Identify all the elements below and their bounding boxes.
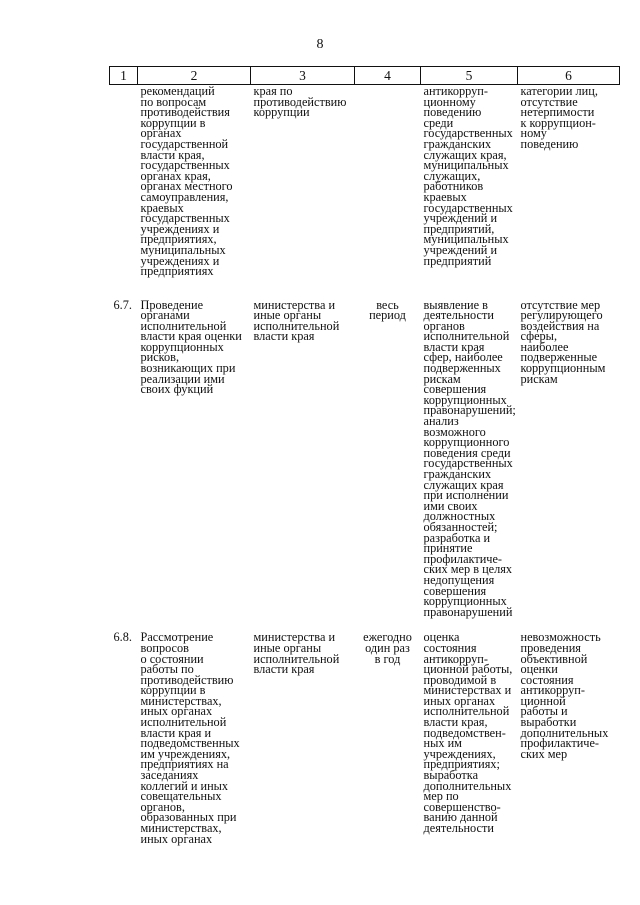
event-cell: Проведение органами исполнительной власти края оценки коррупционных рисков, возникающих при реализации ими своих фукций: [140, 297, 242, 397]
measures-table-container: [109, 66, 619, 844]
period-cell: весь период: [369, 297, 406, 323]
event-cell: рекомендаций по вопросам противодействия коррупции в органах государственной власти края, государственных органах края, органах местного самоуправления, краевых государственных учреждениях и предприятиях, муниципальных учреждениях и предприятиях: [140, 84, 233, 279]
measures-cell: оценка состояния антикорруп- ционной работы, проводимой в министерствах и иных органах исполнительной власти края, подведомствен- ных им учреждениях, предприятиях; выработка дополнительных мер по совершенство- ванию данной деятельности: [423, 630, 513, 835]
table-row: [110, 85, 620, 285]
column-header-4: 4: [355, 67, 421, 85]
measures-cell: антикорруп- ционному поведению среди государственных гражданских служащих края, муниципальных служащих, работников краевых государственных учреждений и предприятий, муниципальных учреждений и предприятий: [423, 84, 513, 268]
measures-table: [109, 66, 620, 844]
event-cell: Рассмотрение вопросов о состоянии работы по противодействию коррупции в министерствах, иных органах исполнительной власти края и подведомственных им учреждениях, предприятиях на заседаниях коллегий и иных совещательных органов, образованных при министерствах, иных органах: [140, 630, 240, 846]
result-cell: категории лиц, отсутствие нетерпимости к коррупцион- ному поведению: [520, 84, 598, 151]
measures-cell: выявление в деятельности органов исполнительной власти края сфер, наиболее подверженных рискам совершения коррупционных правонарушений; анализ возможного коррупционного поведения среди государственных гражданских служащих края при исполнении ими своих должностных обязанностей; разработка и принятие профилактиче- ских мер в целях недопущения совершения коррупционных правонарушений: [423, 297, 516, 619]
page-number: 8: [316, 37, 324, 52]
table-row: [110, 285, 620, 618]
period-cell: [355, 85, 421, 285]
result-cell: невозможность проведения объективной оценки состояния антикорруп- ционной работы и выработки дополнительных профилактиче- ских мер: [520, 630, 609, 761]
executors-cell: министерства и иные органы исполнительной власти края: [253, 630, 340, 677]
table-row: [110, 617, 620, 844]
column-header-6: 6: [518, 67, 620, 85]
column-header-5: 5: [421, 67, 518, 85]
period-cell: ежегодно один раз в год: [363, 630, 412, 666]
column-header-1: 1: [110, 67, 138, 85]
item-number: [110, 85, 138, 285]
table-header-row: [110, 67, 620, 85]
column-header-3: 3: [251, 67, 355, 85]
executors-cell: министерства и иные органы исполнительной власти края: [253, 297, 340, 344]
result-cell: отсутствие мер регулирующего воздействия на сферы, наиболее подверженные коррупционным рискам: [520, 297, 606, 386]
item-number: 6.7.: [113, 297, 132, 312]
executors-cell: края по противодействию коррупции: [253, 84, 347, 120]
item-number: 6.8.: [113, 630, 132, 645]
column-header-2: 2: [138, 67, 251, 85]
